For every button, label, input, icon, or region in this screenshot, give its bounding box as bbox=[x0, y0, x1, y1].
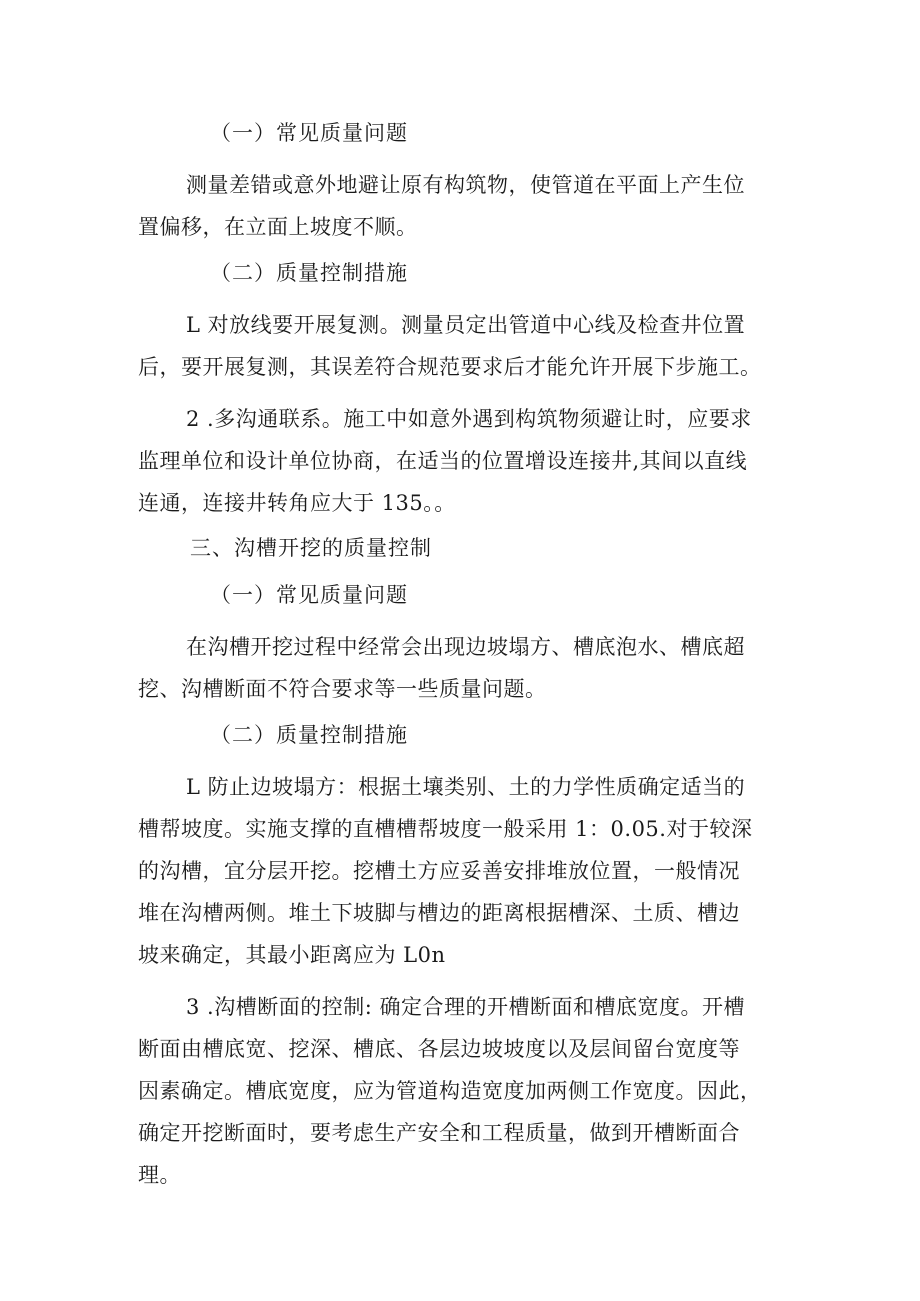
section-heading-common-problems-2: （一）常见质量问题 bbox=[210, 583, 408, 607]
section-heading-control-measures-2: （二）质量控制措施 bbox=[210, 723, 408, 747]
paragraph-line: 确定开挖断面时，要考虑生产安全和工程质量，做到开槽断面合 bbox=[138, 1121, 740, 1145]
paragraph-communication bbox=[138, 398, 788, 524]
paragraph-line: 理。 bbox=[138, 1163, 181, 1187]
paragraph-line: 在沟槽开挖过程中经常会出现边坡塌方、槽底泡水、槽底超 bbox=[186, 635, 745, 659]
paragraph-line: 3 .沟槽断面的控制: 确定合理的开槽断面和槽底宽度。开槽 bbox=[186, 995, 745, 1019]
section-heading-common-problems: （一）常见质量问题 bbox=[210, 121, 408, 145]
paragraph-line: 坡来确定，其最小距离应为 L0n bbox=[138, 943, 446, 967]
paragraph-slope-collapse bbox=[138, 766, 788, 976]
paragraph-line: 断面由槽底宽、挖深、槽底、各层边坡坡度以及层间留台宽度等 bbox=[138, 1037, 740, 1061]
paragraph-line: 因素确定。槽底宽度，应为管道构造宽度加两侧工作宽度。因此， bbox=[138, 1079, 762, 1103]
paragraph-survey-errors bbox=[138, 164, 788, 248]
paragraph-line: L 防止边坡塌方：根据土壤类别、土的力学性质确定适当的 bbox=[186, 775, 746, 799]
paragraph-line: 后，要开展复测，其误差符合规范要求后才能允许开展下步施工。 bbox=[138, 355, 762, 379]
paragraph-trench-section bbox=[138, 986, 788, 1196]
section-heading-control-measures: （二）质量控制措施 bbox=[210, 261, 408, 285]
paragraph-line: 的沟槽，宜分层开挖。挖槽土方应妥善安排堆放位置，一般情况 bbox=[138, 859, 740, 883]
paragraph-line: 挖、沟槽断面不符合要求等一些质量问题。 bbox=[138, 677, 547, 701]
paragraph-line: 2 .多沟通联系。施工中如意外遇到构筑物须避让时，应要求 bbox=[186, 407, 752, 431]
paragraph-line: 槽帮坡度。实施支撑的直槽槽帮坡度一般采用 1：0.05.对于较深 bbox=[138, 817, 753, 841]
chapter-heading-trench-excavation: 三、沟槽开挖的质量控制 bbox=[190, 536, 432, 560]
paragraph-line: 堆在沟槽两侧。堆土下坡脚与槽边的距离根据槽深、土质、槽边 bbox=[138, 901, 740, 925]
paragraph-trench-problems bbox=[138, 626, 788, 710]
paragraph-line: 测量差错或意外地避让原有构筑物，使管道在平面上产生位 bbox=[186, 173, 745, 197]
paragraph-resurvey bbox=[138, 304, 788, 388]
paragraph-line: 连通，连接井转角应大于 135。。 bbox=[138, 491, 456, 515]
paragraph-line: 监理单位和设计单位协商，在适当的位置增设连接井,其间以直线 bbox=[138, 449, 748, 473]
paragraph-line: L 对放线要开展复测。测量员定出管道中心线及检查井位置 bbox=[186, 313, 746, 337]
paragraph-line: 置偏移，在立面上坡度不顺。 bbox=[138, 215, 418, 239]
